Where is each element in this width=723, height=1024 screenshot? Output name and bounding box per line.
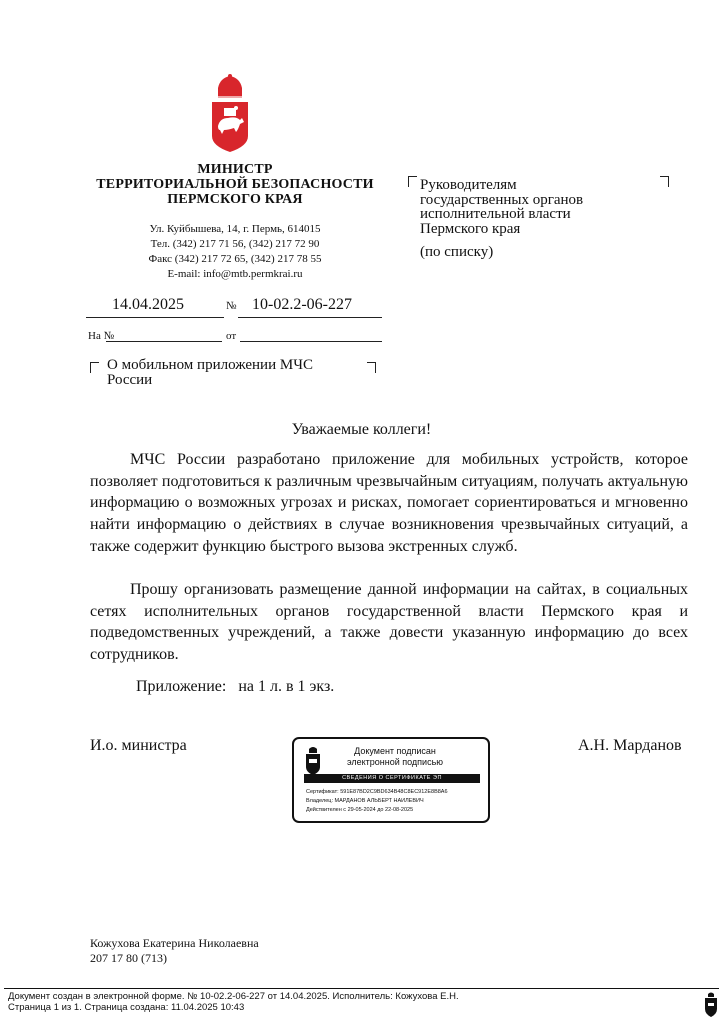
certificate-owner: Владелец: МАРДАНОВ АЛЬБЕРТ НАИЛЕВИЧ [306, 798, 424, 804]
footer-line: Документ создан в электронной форме. № 10-02.2-06-227 от 14.04.2025. Исполнитель: Кожухова Е.Н. [8, 991, 459, 1002]
addressee-line: Руководителям [420, 177, 517, 193]
executor-info [90, 936, 259, 966]
greeting: Уважаемые коллеги! [291, 421, 432, 438]
letter-subject [107, 358, 359, 388]
stamp-title-line: электронной подписью [346, 757, 444, 767]
executor-phone: 207 17 80 (713) [90, 951, 167, 965]
address: Ул. Куйбышева, 14, г. Пермь, 614015 [149, 223, 321, 235]
organization-contacts [80, 222, 390, 282]
footer-line: Страница 1 из 1. Страница создана: 11.04.2025 10:43 [8, 1002, 245, 1013]
registration-number: 10-02.2-06-227 [238, 296, 382, 318]
reply-to-label: На № [88, 330, 115, 342]
certificate-validity: Действителен с 29-05-2024 до 22-08-2025 [306, 807, 414, 813]
subject-line: России [107, 372, 153, 388]
stamp-title [330, 746, 460, 768]
addressee-corner-left [408, 176, 417, 187]
electronic-signature-stamp [292, 737, 490, 823]
addressee [420, 178, 670, 236]
subject-corner-left [90, 362, 99, 373]
from-date-line [240, 341, 382, 342]
org-title-line: МИНИСТР [197, 162, 273, 177]
subject-line: О мобильном приложении МЧС [107, 357, 313, 373]
reply-number-line [106, 341, 222, 342]
paragraph-text: Прошу организовать размещение данной информации на сайтах, в социальных сетях исполнительных органов государственной власти Пермского края и подведомственных учреждений, а также довести указанную информацию до всех сотрудников. [90, 581, 688, 664]
addressee-note: (по списку) [420, 244, 494, 260]
signer-name: А.Н. Марданов [578, 737, 682, 754]
paragraph-text: МЧС России разработано приложение для мобильных устройств, которое позволяет подготовиться к различным чрезвычайным ситуациям, получать актуальную информацию о возможных угрозах и рисках, помогает сориентироваться и мгновенно найти информацию о действиях в случае возникновения чрезвычайных ситуаций, а также содержит функцию быстрого вызова экстренных служб. [90, 451, 688, 555]
signer-role: И.о. министра [90, 737, 187, 754]
executor-name: Кожухова Екатерина Николаевна [90, 936, 259, 950]
attachment-value: на 1 л. в 1 экз. [238, 678, 335, 695]
registration-date: 14.04.2025 [86, 296, 224, 318]
certificate-number: Сертификат: 591E87BD2C9BD634B48C8EC912E8B8A6 [306, 789, 448, 795]
coat-of-arms-icon [304, 745, 322, 775]
number-sign: № [226, 300, 237, 312]
body-paragraph [90, 449, 688, 558]
attachment-label: Приложение: [136, 678, 227, 695]
stamp-band: СВЕДЕНИЯ О СЕРТИФИКАТЕ ЭП [304, 774, 480, 783]
organization-title [80, 162, 390, 207]
addressee-line: исполнительной власти [420, 206, 571, 222]
email: E-mail: info@mtb.permkrai.ru [167, 268, 303, 280]
from-label: от [226, 330, 237, 342]
attachment-note [136, 678, 334, 696]
subject-corner-right [367, 362, 376, 373]
stamp-title-line: Документ подписан [354, 746, 436, 756]
coat-of-arms-small-icon [704, 991, 718, 1017]
addressee-line: Пермского края [420, 220, 521, 237]
phone: Тел. (342) 217 71 56, (342) 217 72 90 [150, 238, 320, 250]
body-paragraph [90, 579, 688, 666]
fax: Факс (342) 217 72 65, (342) 217 78 55 [148, 253, 322, 265]
perm-krai-coat-of-arms-icon [208, 74, 252, 154]
document-footer [8, 991, 459, 1013]
addressee-line: государственных органов [420, 191, 584, 208]
org-title-line: ПЕРМСКОГО КРАЯ [167, 192, 303, 207]
footer-divider [4, 988, 719, 989]
org-title-line: ТЕРРИТОРИАЛЬНОЙ БЕЗОПАСНОСТИ [96, 177, 374, 192]
